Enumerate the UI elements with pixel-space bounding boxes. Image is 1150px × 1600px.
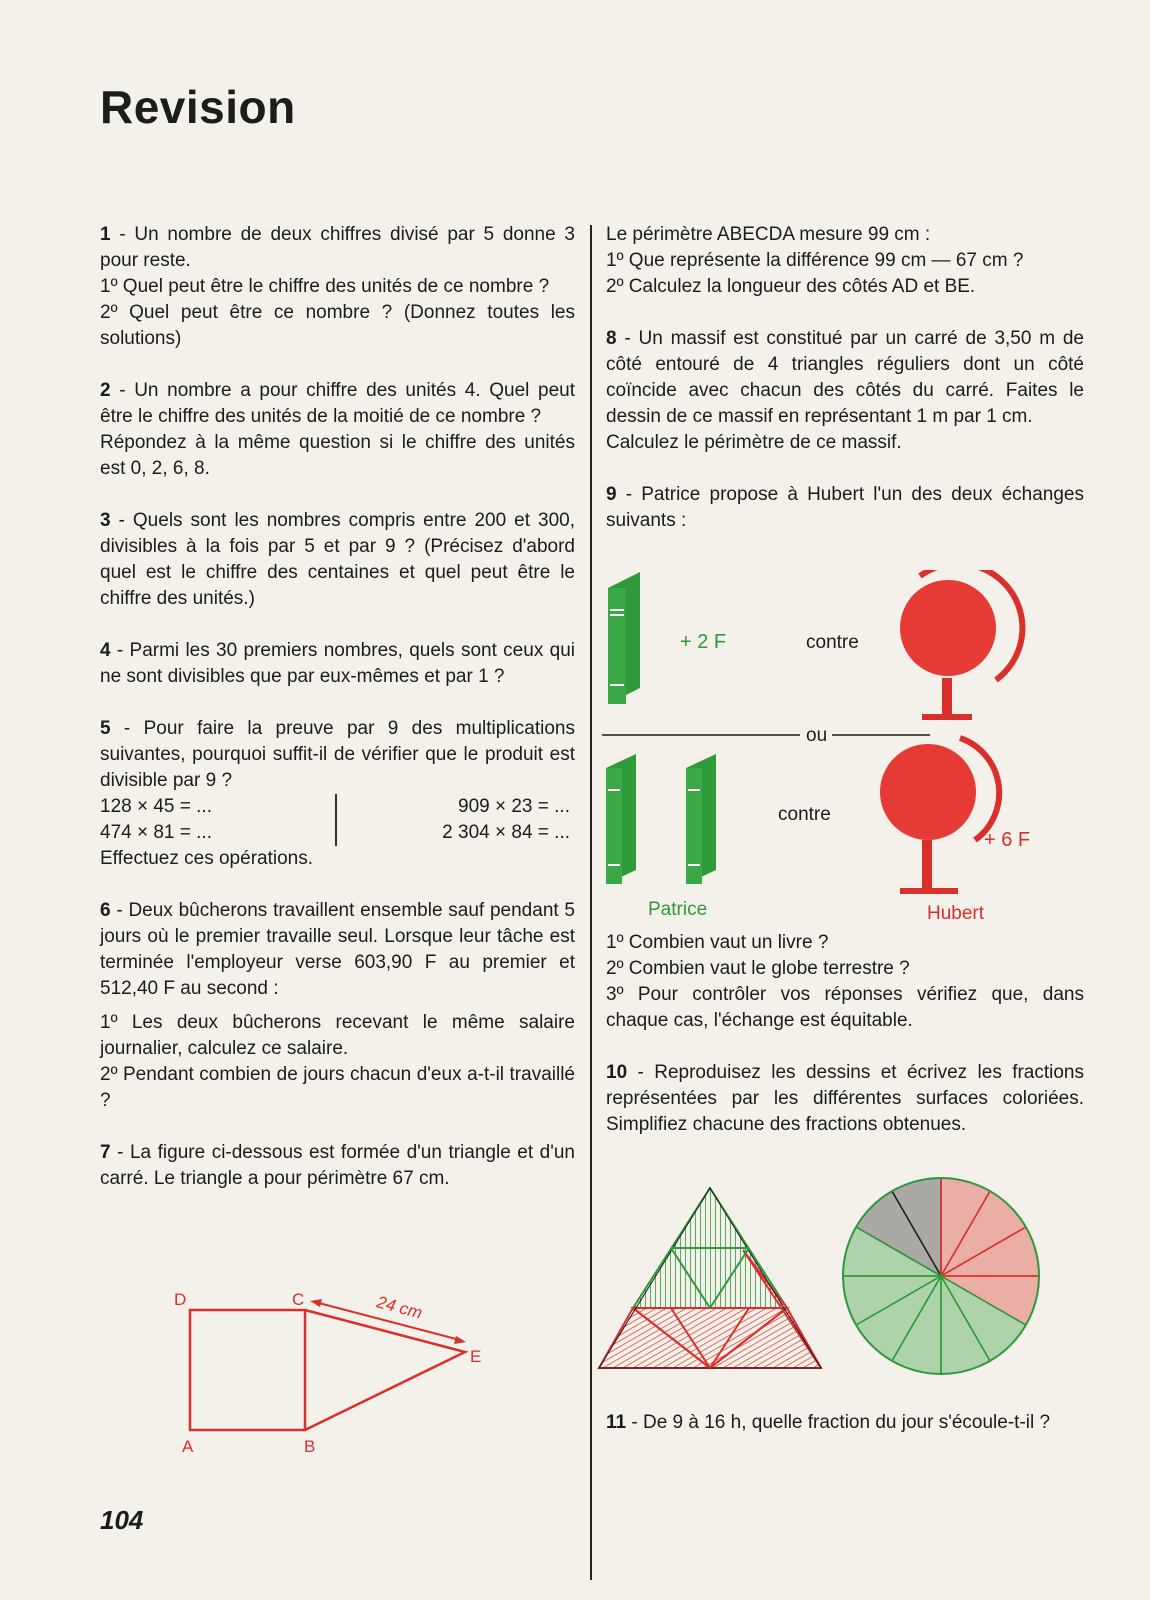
exercise-number: 3 — [100, 510, 111, 531]
triangle-square-figure — [170, 1290, 510, 1490]
operations-grid — [100, 794, 570, 846]
question-1: 1º Que représente la différence 99 cm — 67 cm ? — [606, 250, 1024, 271]
right-column — [606, 222, 1084, 560]
question-1: 1º Combien vaut un livre ? — [606, 932, 829, 953]
exercise-1 — [100, 222, 575, 352]
exercise-text: - La figure ci-dessous est formée d'un triangle et d'un carré. Le triangle a pour périmètre 67 cm. — [100, 1142, 575, 1189]
exercise-7 — [100, 1140, 575, 1192]
exercise-number: 1 — [100, 224, 111, 245]
label-d: D — [174, 1290, 187, 1309]
exercise-number: 5 — [100, 718, 111, 739]
label-c: C — [292, 1290, 305, 1309]
contre-label-2: contre — [778, 804, 831, 825]
question-2: 2º Pendant combien de jours chacun d'eux a-t-il travaillé ? — [100, 1064, 575, 1111]
exercise-text: - Parmi les 30 premiers nombres, quels sont ceux qui ne sont divisibles que par eux-mêmes et par 1 ? — [100, 640, 575, 687]
book-icon — [686, 754, 716, 884]
exercise-text: - Pour faire la preuve par 9 des multiplications suivantes, pourquoi suffit-il de vérifier que le produit est divisible par 9 ? — [100, 718, 575, 791]
exercise-5 — [100, 716, 575, 872]
exercise-number: 7 — [100, 1142, 111, 1163]
instruction: Effectuez ces opérations. — [100, 848, 313, 869]
question: Répondez à la même question si le chiffre des unités est 0, 2, 6, 8. — [100, 432, 575, 479]
exercise-text: - Deux bûcherons travaillent ensemble sauf pendant 5 jours où le premier travaille seul. Lorsque leur tâche est terminée l'employeur verse 603,90 F au premier et 512,40 F au second : — [100, 900, 575, 999]
exercise-number: 6 — [100, 900, 111, 921]
exercise-11 — [606, 1410, 1084, 1436]
operations-divider — [335, 794, 337, 846]
exercise-number: 2 — [100, 380, 111, 401]
question-3: 3º Pour contrôler vos réponses vérifiez que, dans chaque cas, l'échange est équitable. — [606, 984, 1084, 1031]
ou-label: ou — [806, 725, 828, 746]
exercise-text: - De 9 à 16 h, quelle fraction du jour s'écoule-t-il ? — [626, 1412, 1051, 1433]
fraction-circle — [843, 1178, 1039, 1374]
right-column-lower — [606, 930, 1084, 1164]
question-1: 1º Les deux bûcherons recevant le même salaire journalier, calculez ce salaire. — [100, 1012, 575, 1059]
exercise-3 — [100, 508, 575, 612]
exercise-number: 4 — [100, 640, 111, 661]
arrowhead-right — [454, 1336, 466, 1344]
triangle-bce — [305, 1310, 465, 1430]
right-column-bottom — [606, 1410, 1084, 1462]
exercise-number: 10 — [606, 1062, 628, 1083]
page-title: Revision — [100, 81, 296, 133]
question-1: 1º Quel peut être le chiffre des unités de ce nombre ? — [100, 276, 550, 297]
question-2: 2º Combien vaut le globe terrestre ? — [606, 958, 910, 979]
exercise-8 — [606, 326, 1084, 456]
plus-2-francs: + 2 F — [680, 631, 727, 653]
exercise-text: - Quels sont les nombres compris entre 200 et 300, divisibles à la fois par 5 et par 9 ? (Précisez d'abord quel est le chiffre des centaines et quel peut être le chiffre des unités.) — [100, 510, 575, 609]
exercise-number: 8 — [606, 328, 617, 349]
question: Calculez le périmètre de ce massif. — [606, 432, 902, 453]
exercise-text: Le périmètre ABECDA mesure 99 cm : — [606, 224, 931, 245]
contre-label-1: contre — [806, 632, 859, 653]
fraction-triangle — [599, 1188, 821, 1368]
exercise-7-continued — [606, 222, 1084, 300]
exercise-4 — [100, 638, 575, 690]
book-icon — [608, 572, 640, 704]
label-e: E — [470, 1347, 482, 1366]
exercise-text: - Un nombre a pour chiffre des unités 4. Quel peut être le chiffre des unités de la moitié de ce nombre ? — [100, 380, 575, 427]
exchange-illustration — [600, 570, 1080, 950]
exercise-9 — [606, 482, 1084, 534]
exercise-text: - Un massif est constitué par un carré de 3,50 m de côté entouré de 4 triangles réguliers dont un côté coïncide avec chacun des côtés du carré. Faites le dessin de ce massif en représentant 1 m par 1 cm. — [606, 328, 1084, 427]
question-2: 2º Calculez la longueur des côtés AD et BE. — [606, 276, 976, 297]
arrowhead-left — [310, 1299, 322, 1307]
exercise-text: - Patrice propose à Hubert l'un des deux échanges suivants : — [606, 484, 1084, 531]
label-dimension: 24 cm — [374, 1292, 425, 1323]
plus-6-francs: + 6 F — [984, 829, 1031, 851]
globe-icon — [900, 570, 1022, 720]
book-icon — [606, 754, 636, 884]
exercise-2 — [100, 378, 575, 482]
exercise-number: 11 — [606, 1412, 627, 1433]
globe-icon — [880, 738, 999, 894]
exercise-text: - Reproduisez les dessins et écrivez les fractions représentées par les différentes surfaces coloriées. Simplifiez chacune des fractions obtenues. — [606, 1062, 1084, 1135]
operation: 474 × 81 = ... — [100, 822, 212, 843]
patrice-label: Patrice — [648, 899, 708, 920]
question-2: 2º Quel peut être ce nombre ? (Donnez toutes les solutions) — [100, 302, 575, 349]
column-divider — [590, 225, 592, 1580]
label-b: B — [304, 1437, 316, 1456]
square-abcd — [190, 1310, 305, 1430]
operation: 909 × 23 = ... — [458, 796, 570, 817]
operation: 2 304 × 84 = ... — [442, 822, 570, 843]
left-column — [100, 222, 575, 1218]
exercise-text: - Un nombre de deux chiffres divisé par 5 donne 3 pour reste. — [100, 224, 575, 271]
page-number: 104 — [100, 1505, 144, 1535]
hubert-label: Hubert — [927, 903, 985, 924]
label-a: A — [182, 1437, 194, 1456]
exercise-6 — [100, 898, 575, 1114]
exercise-9-questions — [606, 930, 1084, 1034]
exercise-10 — [606, 1060, 1084, 1138]
fraction-figures — [595, 1170, 1055, 1410]
operation: 128 × 45 = ... — [100, 796, 212, 817]
exercise-number: 9 — [606, 484, 617, 505]
